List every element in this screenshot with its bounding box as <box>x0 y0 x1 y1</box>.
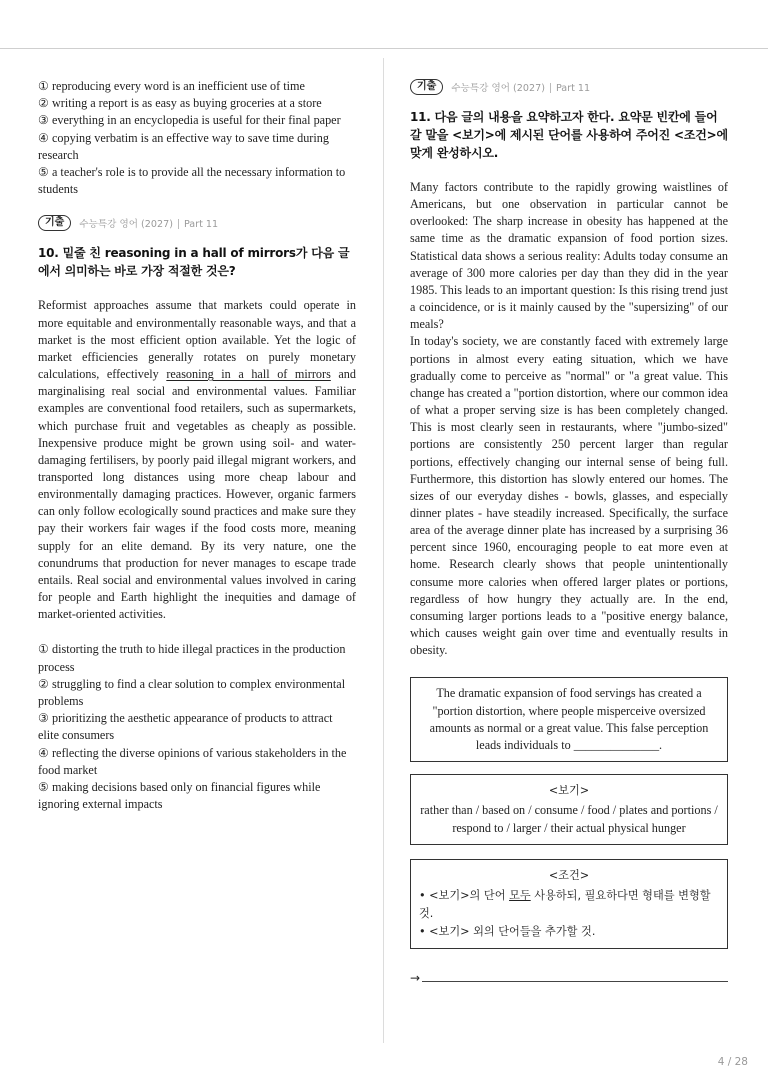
q11-passage-paragraph-2: In today's society, we are constantly faced with extremely large portions in almost every eating situation, which we have gradually come to perceive as "normal" or "a great value. This change has created a "portion distortion, where our common idea of what a proper serving size is has been completely changed. This is most clearly seen in restaurants, where "jumbo-sized" portions are consistently 250 percent larger than regular portions, effectively changing our internal sense of being full. Furthermore, this distortion has slowly entered our homes. The sizes of our everyday dishes - bowls, glasses, and especially dinner plates - have steadily increased. Specifically, the surface area of the average dinner plate has increased by a surprising 36 percent since 1960, encouraging people to eat more even at home. Research clearly shows that people unintentionally consume more calories when offered larger plates or portions, regardless of how hungry they actually are. In the end, consuming larger portions leads to a "positive energy balance, which causes weight gain over time and eventually results in obesity. <box>410 334 728 658</box>
q11-condition-2: • <보기> 외의 단어들을 추가할 것. <box>419 925 596 938</box>
q10-source-part: Part 11 <box>183 219 219 231</box>
q11-title: 11. 다음 글의 내용을 요약하고자 한다. 요약문 빈칸에 들어갈 말을 <보기>에 제시된 단어를 사용하여 주어진 <조건>에 맞게 완성하시오. <box>410 110 728 160</box>
q10-option-2[interactable]: ② struggling to find a clear solution to complex environmental problems <box>38 676 346 708</box>
q11-condition-title: <조건> <box>548 868 590 882</box>
q11-bogi-box <box>410 774 728 845</box>
q11-source-book: 수능특강 영어 (2027) <box>451 83 545 94</box>
q10-passage <box>38 297 356 623</box>
q11-passage-paragraph-1: Many factors contribute to the rapidly growing waistlines of Americans, but one observation in particular cannot be overlooked: The sharp increase in obesity has happened at the same time as the dramatic expansion of food portion sizes. Statistical data shows a serious reality: Adults today consume an average of 300 more calories per day than they did in the year 1985. This leads to an important question: Is this rising trend just a coincidence, or is it mainly caused by the "supersizing" of our meals? <box>410 180 728 332</box>
prev-option-4[interactable]: ④ copying verbatim is an effective way to save time during research <box>38 130 329 162</box>
q11-source <box>451 80 590 94</box>
previous-question-options <box>38 78 356 198</box>
q11-condition-1 <box>419 887 719 923</box>
q11-source-part: Part 11 <box>555 83 591 94</box>
column-divider <box>383 58 384 1043</box>
q11-condition-1-pre: • <보기>의 단어 <box>419 889 510 902</box>
q10-options <box>38 641 356 813</box>
q11-bogi-words: rather than / based on / consume / food / plates and portions / respond to / larger / their actual physical hunger <box>420 803 718 835</box>
q10-source <box>79 216 218 230</box>
q10-source-book: 수능특강 영어 (2027) <box>79 219 173 231</box>
q10-option-1[interactable]: ① distorting the truth to hide illegal practices in the production process <box>38 642 346 674</box>
answer-blank-line[interactable] <box>422 981 728 982</box>
q11-passage <box>410 179 728 659</box>
right-column <box>410 78 728 985</box>
q11-condition-1-underlined: 모두 <box>509 889 531 902</box>
right-arrow-icon: → <box>410 971 421 985</box>
q11-summary-text: The dramatic expansion of food servings has created a "portion distortion, where people misperceive oversized amounts as normal or a great value. This false perception leads individuals to ______________. <box>429 686 709 752</box>
q10-source-separator <box>178 219 179 229</box>
q10-option-4[interactable]: ④ reflecting the diverse opinions of various stakeholders in the food market <box>38 745 347 777</box>
q10-passage-before: Reformist approaches assume that markets could operate in more equitable and environmentally reasonable ways, and that a market is the most efficient option available. Yet the logic of market efficiencies generally rotates on purely monetary calculations, effectively <box>38 298 356 382</box>
q10-source-row <box>38 214 356 232</box>
q10-option-5[interactable]: ⑤ making decisions based only on financial figures while ignoring external impacts <box>38 780 321 812</box>
page-number: 4 / 28 <box>717 1056 748 1068</box>
q11-bogi-title: <보기> <box>548 784 590 798</box>
q11-source-row <box>410 78 728 96</box>
q10-title: 10. 밑줄 친 reasoning in a hall of mirrors가 다음 글에서 의미하는 바로 가장 적절한 것은? <box>38 246 350 279</box>
q11-summary-box <box>410 677 728 762</box>
prev-option-3[interactable]: ③ everything in an encyclopedia is useful for their final paper <box>38 113 341 128</box>
q11-source-separator <box>550 83 551 93</box>
prev-option-1[interactable]: ① reproducing every word is an inefficient use of time <box>38 79 305 93</box>
q11-condition-box <box>410 859 728 949</box>
q10-passage-after: and marginalising real social and environmental values. Familiar examples are conventional food retailers, such as supermarkets, which purchase fruit and vegetables as cheaply as possible. Inexpensive produce might be grown using soil- and water-damaging fertilisers, by poorly paid illegal migrant workers, and transported long distances using more cheap labour and environmentally damaging practices. However, organic farmers can only follow ecologically sound practices and make sure they pay their workers fair wages if the food costs more, meaning supply for an elite demand. By its very nature, one the conundrums that production for never manages to escape trade entails. Real social and environmental values involved in caring for people and Earth highlight the inequities and damage of market-oriented activities. <box>38 367 356 622</box>
q11-answer-line[interactable] <box>410 971 728 985</box>
q10-tag-badge: 기출 <box>38 215 71 231</box>
prev-option-2[interactable]: ② writing a report is as easy as buying groceries at a store <box>38 96 322 111</box>
q10-option-3[interactable]: ③ prioritizing the aesthetic appearance of products to attract elite consumers <box>38 711 333 743</box>
q11-condition-1-post: 사용하되, 필요하다면 형태를 변형할 것. <box>419 889 711 920</box>
left-column <box>38 78 356 829</box>
prev-option-5[interactable]: ⑤ a teacher's role is to provide all the necessary information to students <box>38 165 346 197</box>
q10-underlined-phrase: reasoning in a hall of mirrors <box>166 367 331 382</box>
header-rule <box>0 48 768 49</box>
q11-tag-badge: 기출 <box>410 79 443 95</box>
